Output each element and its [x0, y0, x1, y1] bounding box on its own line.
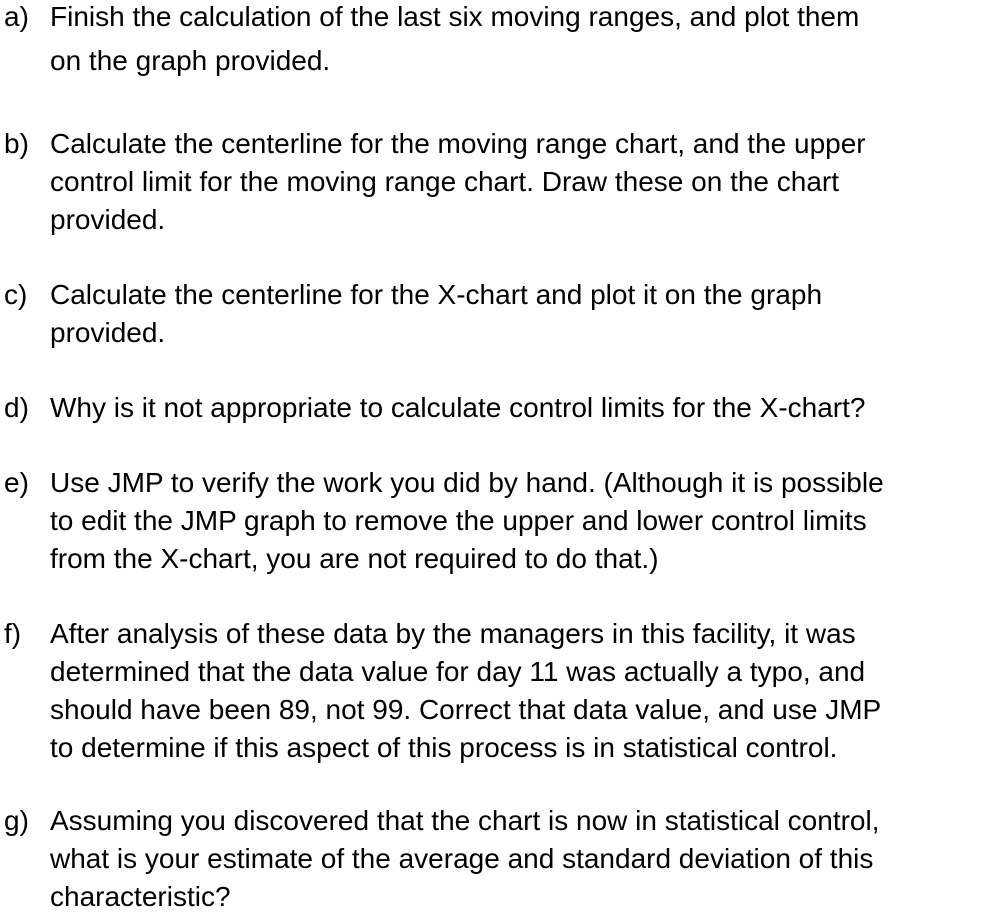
question-text-line: from the X-chart, you are not required to do that.)	[50, 543, 659, 574]
question-label: d)	[4, 392, 29, 423]
question-text-line: characteristic?	[50, 881, 231, 912]
question-label: a)	[4, 1, 29, 32]
question-text-line: provided.	[50, 317, 166, 348]
question-label: b)	[4, 128, 29, 159]
question-text-line: After analysis of these data by the managers in this facility, it was	[50, 618, 856, 649]
question-label: f)	[4, 618, 22, 649]
question-text-line: determined that the data value for day 11 was actually a typo, and	[50, 656, 866, 687]
question-text-line: should have been 89, not 99. Correct that data value, and use JMP	[50, 694, 882, 725]
question-text-line: provided.	[50, 204, 166, 235]
question-label: g)	[4, 805, 29, 836]
question-label: c)	[4, 279, 28, 310]
question-text-line: Use JMP to verify the work you did by hand. (Although it is possible	[50, 467, 884, 498]
question-text-line: to edit the JMP graph to remove the upper and lower control limits	[50, 505, 867, 536]
question-text-line: Finish the calculation of the last six moving ranges, and plot them	[50, 1, 860, 32]
question-text-line: on the graph provided.	[50, 45, 331, 76]
question-text-line: Why is it not appropriate to calculate control limits for the X-chart?	[50, 392, 866, 423]
question-text-line: to determine if this aspect of this process is in statistical control.	[50, 732, 838, 763]
question-text-line: Calculate the centerline for the X-chart and plot it on the graph	[50, 279, 823, 310]
question-label: e)	[4, 467, 29, 498]
question-text-line: Assuming you discovered that the chart is now in statistical control,	[50, 805, 880, 836]
question-text-line: Calculate the centerline for the moving range chart, and the upper	[50, 128, 866, 159]
question-text-line: what is your estimate of the average and standard deviation of this	[50, 843, 874, 874]
question-text-line: control limit for the moving range chart. Draw these on the chart	[50, 166, 840, 197]
